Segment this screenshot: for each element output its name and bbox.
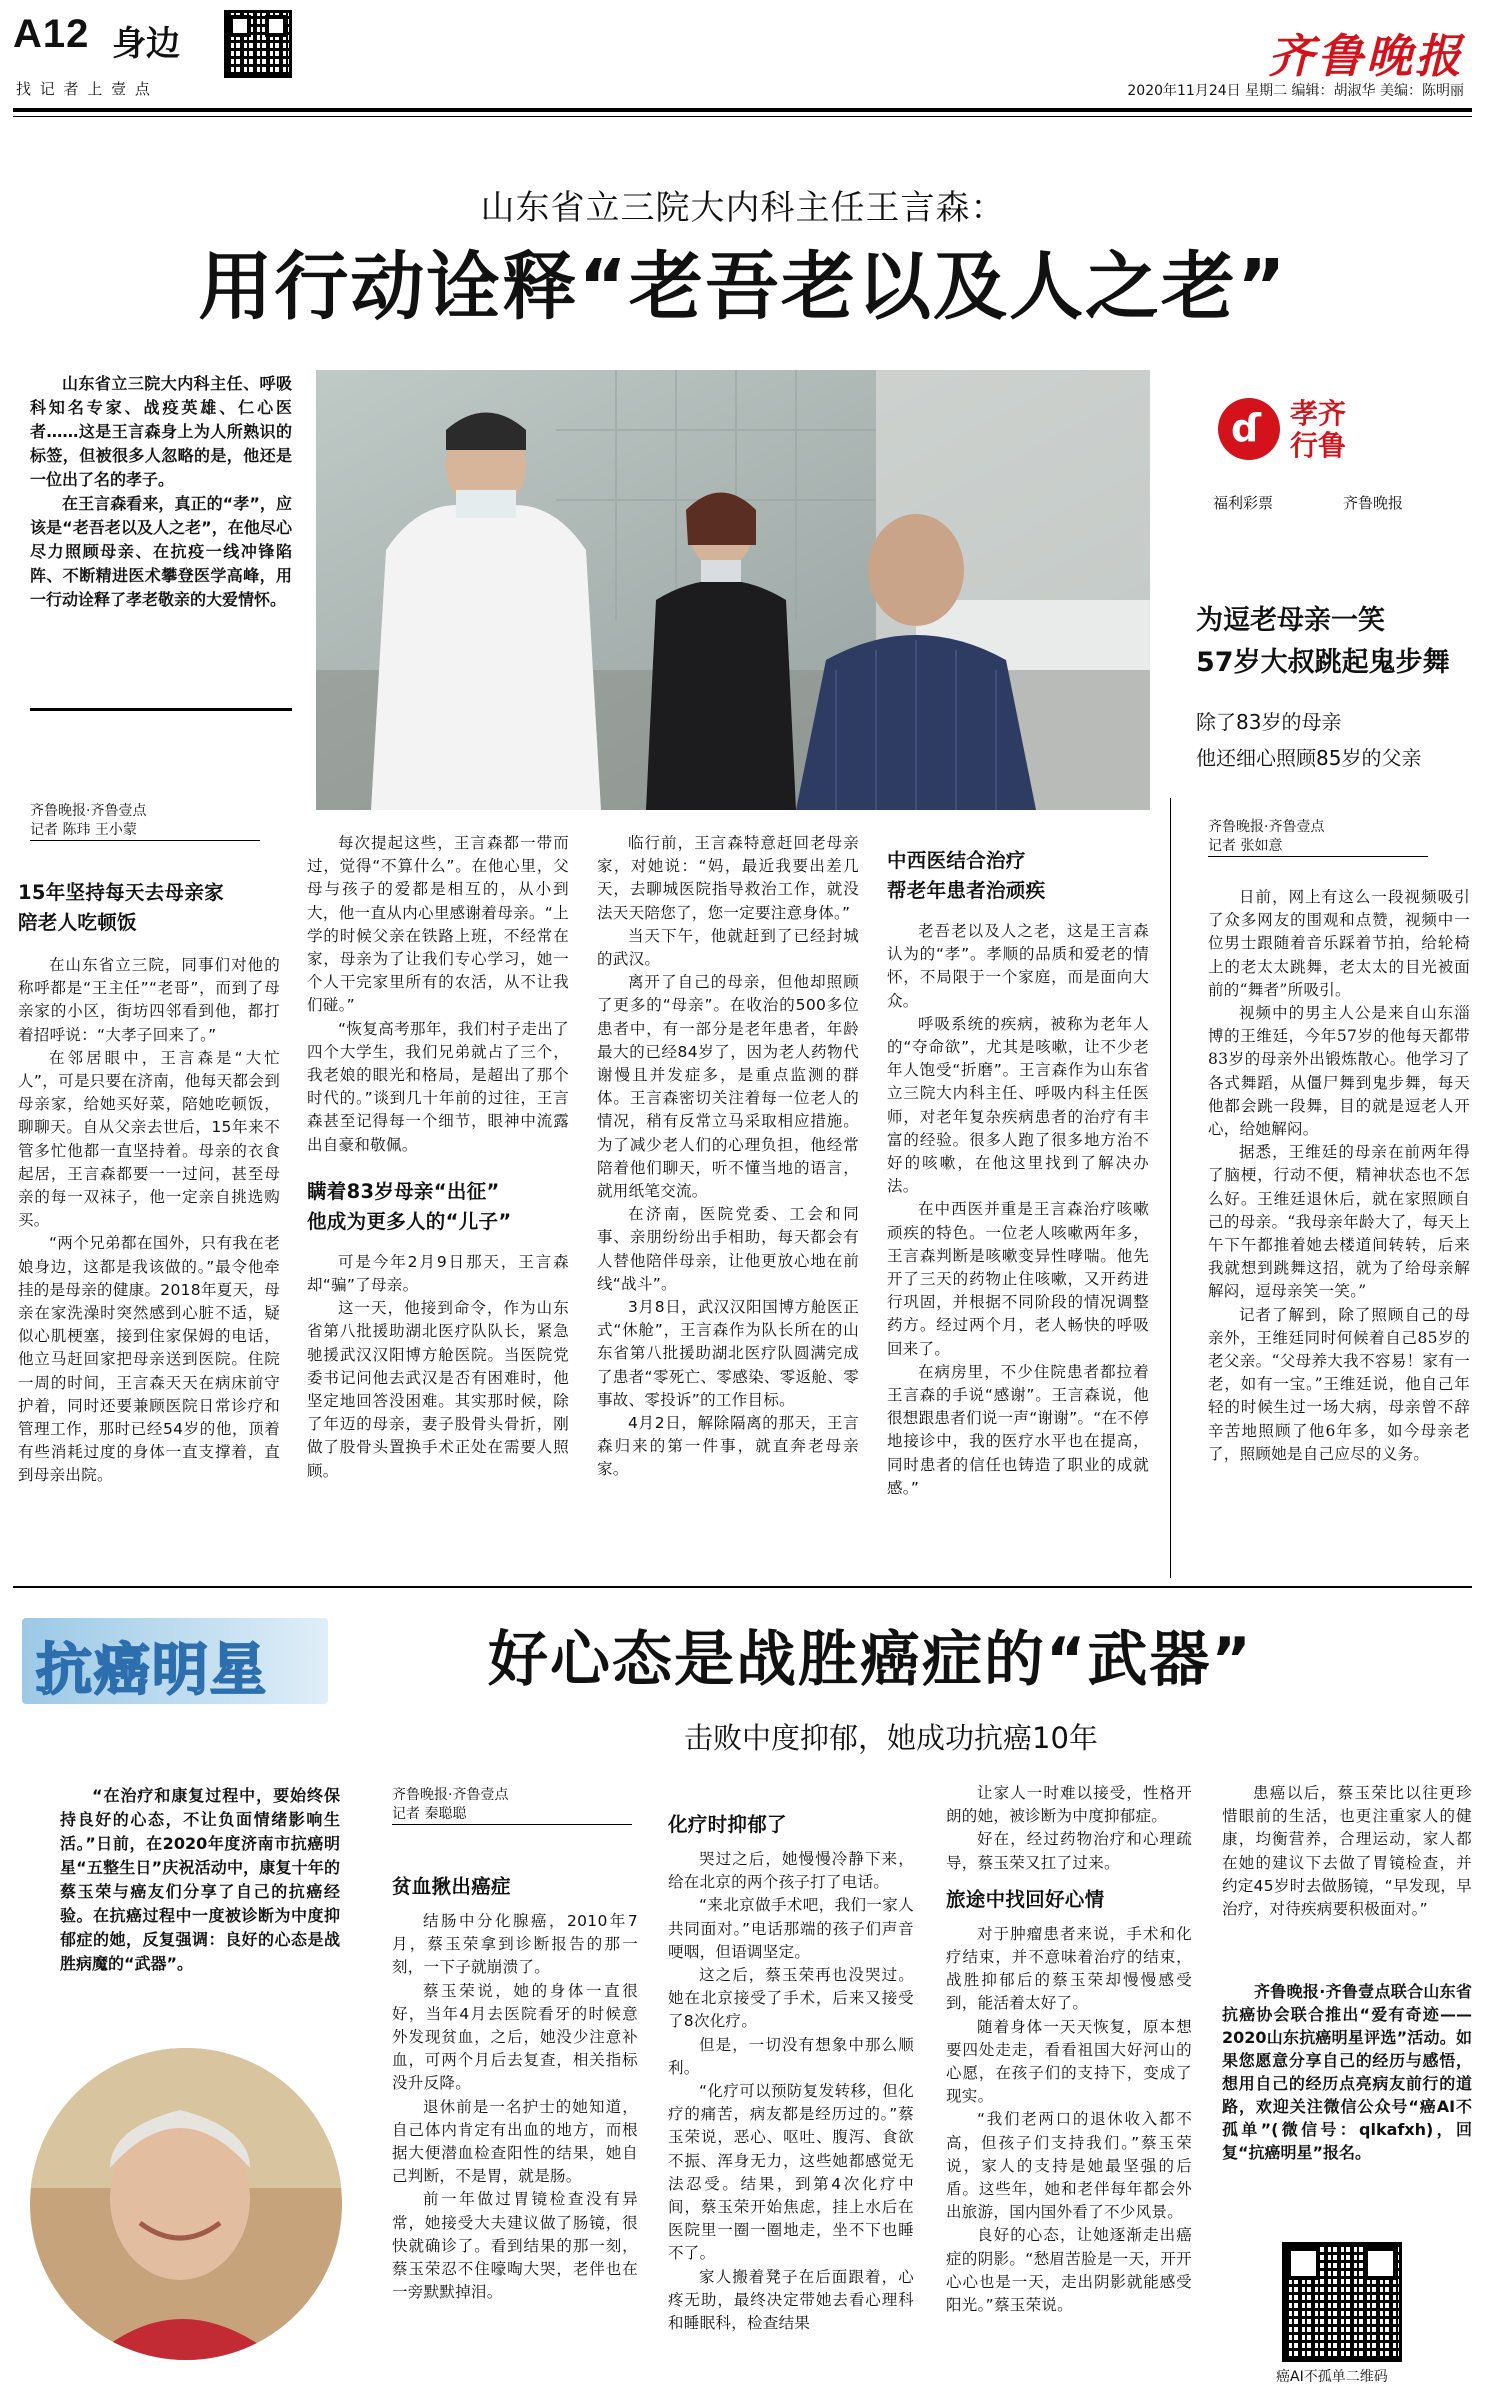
section-name: 身边 <box>112 24 180 64</box>
story3-lead: “在治疗和康复过程中，要始终保持良好的心态，不让负面情绪影响生活。”日前，在2020年度济南市抗癌明星“五整生日”庆祝活动中，康复十年的蔡玉荣与癌友们分享了自己的抗癌经验。在抗癌过程中一度被诊断为中度抑郁症的她，反复强调：良好的心态是战胜病魔的“武器”。 <box>60 1786 340 1973</box>
story1-lead: 山东省立三院大内科主任、呼吸科知名专家、战疫英雄、仁心医者……这是王言森身上为人所熟识的标签，但被很多人忽略的是，他还是一位出了名的孝子。 在王言森看来，真正的“孝”，应该是“老吾老以及人之老”，在他尽心尽力照顾母亲、在抗疫一线冲锋陷阵、不断精进医术攀登医学高峰，用一行动诠释了孝老敬亲的大爱情怀。 <box>30 374 292 609</box>
story3-portrait <box>30 2048 342 2360</box>
story3-subhead-2: 化疗时抑郁了 <box>668 1813 787 1836</box>
masthead-logo: 齐鲁晚报 <box>1268 29 1464 83</box>
story2-headline-2: 57岁大叔跳起鬼步舞 <box>1196 647 1450 678</box>
story2-deck-1: 除了83岁的母亲 <box>1196 710 1342 734</box>
page-number: A12 <box>13 12 90 56</box>
xiaoqi-xinglu-logo <box>1218 398 1280 460</box>
story1-column-3: 临行前，王言森特意赶回老母亲家，对她说：“妈，最近我要出差几天，去聊城医院指导救治工作，就没法天天陪您了，您一定要注意身体。” 当天下午，他就赶到了已经封城的武汉。 离开了自己的母亲，但他却照顾了更多的“母亲”。在收治的500多位患者中，有一部分是老年患者，年龄最大的已经84岁了，因为老人药物代谢慢且并发症多，是重点监测的群体。王言森密切关注着每一位老人的情况，稍有反常立马采取相应措施。为了减少老人们的心理负担，他经常陪着他们聊天，听不懂当地的语言，就用纸笔交流。 在济南，医院党委、工会和同事、亲朋纷纷出手相助，每天都会有人替他陪伴母亲，让他更放心地在前线“战斗”。 3月8日，武汉汉阳国博方舱医正式“休舱”，王言森作为队长所在的山东省第八批援助湖北医疗队圆满完成了患者“零死亡、零感染、零返舱、零事故、零投诉”的工作目标。 4月2日，解除隔离的那天，王言森归来的第一件事，就直奔老母亲家。 <box>597 834 859 1479</box>
brand-logo-text: 孝齐 行鲁 <box>1290 397 1347 462</box>
promo-qr-caption: 癌AI不孤单二维码 <box>1276 2369 1388 2385</box>
story-separator <box>13 1586 1472 1588</box>
story2-byline: 齐鲁晚报·齐鲁壹点 记者 张如意 <box>1208 818 1470 857</box>
date-editor-line: 2020年11月24日 星期二 编辑：胡淑华 美编：陈明丽 <box>1127 83 1464 99</box>
brand-partner-paper: 齐鲁晚报 <box>1343 494 1404 512</box>
story2-deck-2: 他还细心照顾85岁的父亲 <box>1196 746 1422 770</box>
story1-subhead-2: 瞒着83岁母亲“出征” 他成为更多人的“儿子” <box>307 1179 512 1233</box>
story3-headline: 好心态是战胜癌症的“武器” <box>488 1625 1253 1695</box>
story3-byline: 齐鲁晚报·齐鲁壹点 记者 秦聪聪 <box>392 1786 652 1825</box>
logo-mark-icon: ɗ <box>1231 406 1262 450</box>
header-slogan: 找 记 者 上 壹 点 <box>16 80 152 98</box>
header-qr-code[interactable] <box>224 10 292 78</box>
story2-body: 日前，网上有这么一段视频吸引了众多网友的围观和点赞，视频中一位男士跟随着音乐踩着节拍，给轮椅上的老太太跳舞，老太太的目光被面前的“舞者”所吸引。 视频中的男主人公是来自山东淄博的王维廷，今年57岁的他每天都带83岁的母亲外出锻炼散心。他学习了各式舞蹈，从僵尸舞到鬼步舞，每天他都会跳一段舞，目的就是逗老人开心，给她解闷。 据悉，王维廷的母亲在前两年得了脑梗，行动不便，精神状态也不怎么好。王维廷退休后，就在家照顾自己的母亲。“我母亲年龄大了，每天上午下午都推着她去楼道间转转，后来我就想到跳舞这招，就为了给母亲解解闷，逗母亲笑一笑。” 记者了解到，除了照顾自己的母亲外，王维廷同时何候着自己85岁的老父亲。“父母养大我不容易！家有一老，如有一宝。”王维廷说，他自己年轻的时候生过一场大病，母亲曾不辞辛苦地照顾了他6年多，如今母亲老了，照顾她是自己应尽的义务。 <box>1208 888 1470 1463</box>
story3-subhead-1: 贫血揪出癌症 <box>392 1875 511 1898</box>
story1-column-2: 每次提起这些，王言森都一带而过，觉得“不算什么”。在他心里，父母与孩子的爱都是相互的，从小到大，他一直从内心里感谢着母亲。“上学的时候父亲在铁路上班，不经常在家，母亲为了让我们专心学习，她一个人干完家里所有的农活，从不让我们碰。” “恢复高考那年，我们村子走出了四个大学生，我们兄弟就占了三个，我老娘的眼光和格局，是超出了那个时代的。”谈到几十年前的过往，王言森甚至记得每一个细节，眼神中流露出自豪和敬佩。 瞒着83岁母亲“出征” 他成为更多人的“儿子” 可是今年2月9日那天，王言森却“骗”了母亲。 这一天，他接到命令，作为山东省第八批援助湖北医疗队队长，紧急驰援武汉汉阳博方舱医院。当医院党委书记问他去武汉是否有困难时，他坚定地回答没困难。其实那时候，除了年迈的母亲，妻子股骨头骨折，刚做了股骨头置换手术正处在需要人照顾。 <box>307 834 569 1480</box>
story1-kicker: 山东省立三院大内科主任王言森： <box>480 188 1006 228</box>
story3-subhead-3: 旅途中找回好心情 <box>946 1887 1105 1911</box>
story1-photo <box>316 370 1150 810</box>
column-logo-text: 抗癌明星 <box>36 1638 268 1703</box>
story1-subhead-1: 15年坚持每天去母亲家 陪老人吃顿饭 <box>18 881 224 934</box>
story1-headline: 用行动诠释“老吾老以及人之老” <box>198 244 1288 330</box>
story3-column-2: 化疗时抑郁了 哭过之后，她慢慢冷静下来，给在北京的两个孩子打了电话。 “来北京做手术吧，我们一家人共同面对。”电话那端的孩子们声音哽咽，但语调坚定。 这之后，蔡玉荣再也没哭过。她在北京接受了手术，后来又接受了8次化疗。 但是，一切没有想象中那么顺利。 “化疗可以预防复发转移，但化疗的痛苦，病友都是经历过的。”蔡玉荣说，恶心、呕吐、腹泻、食欲不振、浑身无力，这些她都感觉无法忍受。结果，到第4次化疗中间，蔡玉荣开始焦虑，挂上水后在医院里一圈一圈地走，坐不下也睡不了。 家人搬着凳子在后面跟着，心疼无助，最终决定带她去看心理科和睡眠科，检查结果 <box>668 1810 914 2382</box>
story1-column-1: 15年坚持每天去母亲家 陪老人吃顿饭 在山东省立三院，同事们对他的称呼都是“王主任”“老哥”，而到了母亲家的小区，街坊四邻看到他，都打着招呼说：“大孝子回来了。” 在邻居眼中，王言森是“大忙人”，可是只要在济南，他每天都会到母亲家，给她买好菜，陪她吃顿饭，聊聊天。自从父亲去世后，15年来不管多忙他都一直坚持着。母亲的衣食起居，王言森都要一一过问，甚至母亲的每一双袜子，他一定亲自挑选购买。 “两个兄弟都在国外，只有我在老娘身边，这都是我该做的。”最令他牵挂的是母亲的健康。2018年夏天，母亲在家洗澡时突然感到心脏不适，疑似心肌梗塞，接到住家保姆的电话，他立马赶回家把母亲送到医院。住院一周的时间，王言森天天在病床前守护着，同时还要兼顾医院日常诊疗和管理工作，那时已经54岁的他，顶着有些消耗过度的身体一直支撑着，直到母亲出院。 <box>18 878 280 1578</box>
header-rule <box>13 108 1472 112</box>
story1-byline: 齐鲁晚报·齐鲁壹点 记者 陈玮 王小蒙 <box>30 802 292 841</box>
story1-subhead-3: 中西医结合治疗 帮老年患者治顽疾 <box>887 849 1046 902</box>
elderly-woman-portrait <box>30 2048 342 2360</box>
header-rule-thin <box>13 116 1472 117</box>
story3-column-1: 贫血揪出癌症 结肠中分化腺癌，2010年7月，蔡玉荣拿到诊断报告的那一刻，一下子就崩溃了。 蔡玉荣说，她的身体一直很好，当年4月去医院看牙的时候意外发现贫血，之后，她没少注意补血，可两个月后去复查，相关指标没升反降。 退休前是一名护士的她知道，自己体内肯定有出血的地方，而根据大便潜血检查阳性的结果，她自己判断，不是胃，就是肠。 前一年做过胃镜检查没有异常，她接受大夫建议做了肠镜，很快就确诊了。看到结果的那一刻，蔡玉荣忍不住嚎啕大哭，老伴也在一旁默默掉泪。 <box>392 1872 638 2382</box>
story3-subhead: 击败中度抑郁，她成功抗癌10年 <box>684 1721 1098 1755</box>
story3-column-4: 患癌以后，蔡玉荣比以往更珍惜眼前的生活，也更注重家人的健康，均衡营养，合理运动，家人都在她的建议下去做了胃镜检查，并约定45岁时去做肠镜，“早发现，早治疗，对待疾病要积极面对。” <box>1222 1784 1472 1919</box>
hospital-ward-photo <box>316 370 1150 810</box>
story2-headline-1: 为逗老母亲一笑 <box>1196 605 1385 636</box>
story2-divider <box>1170 798 1171 1578</box>
column-logo-banner <box>22 1618 328 1704</box>
story1-lead-rule <box>30 708 292 711</box>
story3-column-3: 让家人一时难以接受，性格开朗的她，被诊断为中度抑郁症。 好在，经过药物治疗和心理疏导，蔡玉荣又扛了过来。 旅途中找回好心情 对于肿瘤患者来说，手术和化疗结束，并不意味着治疗的结束，战胜抑郁后的蔡玉荣却慢慢感受到，能活着太好了。 随着身体一天天恢复，原本想要四处走走，看看祖国大好河山的心愿，在孩子们的支持下，变成了现实。 “我们老两口的退休收入都不高，但孩子们支持我们。”蔡玉荣说，家人的支持是她最坚强的后盾。这些年，她和老伴每年都会外出旅游，国内国外看了不少风景。 良好的心态，让她逐渐走出癌症的阴影。“愁眉苦脸是一天，开开心心也是一天，走出阴影就能感受阳光。”蔡玉荣说。 <box>946 1784 1192 2315</box>
brand-partner-lottery: 福利彩票 <box>1213 494 1274 512</box>
story3-promo: 齐鲁晚报·齐鲁壹点联合山东省抗癌协会联合推出“爱有奇迹——2020山东抗癌明星评选”活动。如果您愿意分享自己的经历与感悟，想用自己的经历点亮病友前行的道路，欢迎关注微信公众号“癌AI不孤单”(微信号：qlkafxh)，回复“抗癌明星”报名。 <box>1222 1982 1472 2162</box>
promo-qr-code[interactable] <box>1282 2242 1402 2362</box>
story1-column-4: 中西医结合治疗 帮老年患者治顽疾 老吾老以及人之老，这是王言森认为的“孝”。孝顺的品质和爱老的情怀，不局限于一个家庭，而是面向大众。 呼吸系统的疾病，被称为老年人的“夺命欲”，尤其是咳嗽，让不少老年人饱受“折磨”。王言森作为山东省立三院大内科主任、呼吸内科主任医师，对老年复杂疾病患者的治疗有丰富的经验。很多人跑了很多地方治不好的咳嗽，在他这里找到了解决办法。 在中西医并重是王言森治疗咳嗽顽疾的特色。一位老人咳嗽两年多，王言森判断是咳嗽变异性哮喘。他先开了三天的药物止住咳嗽，又开药进行巩固，并根据不同阶段的情况调整药方。经过两个月，老人畅快的呼吸回来了。 在病房里，不少住院患者都拉着王言森的手说“感谢”。王言森说，他很想跟患者们说一声“谢谢”。“在不停地接诊中，我的医疗水平也在提高，同时患者的信任也铸造了职业的成就感。” <box>887 846 1149 1578</box>
